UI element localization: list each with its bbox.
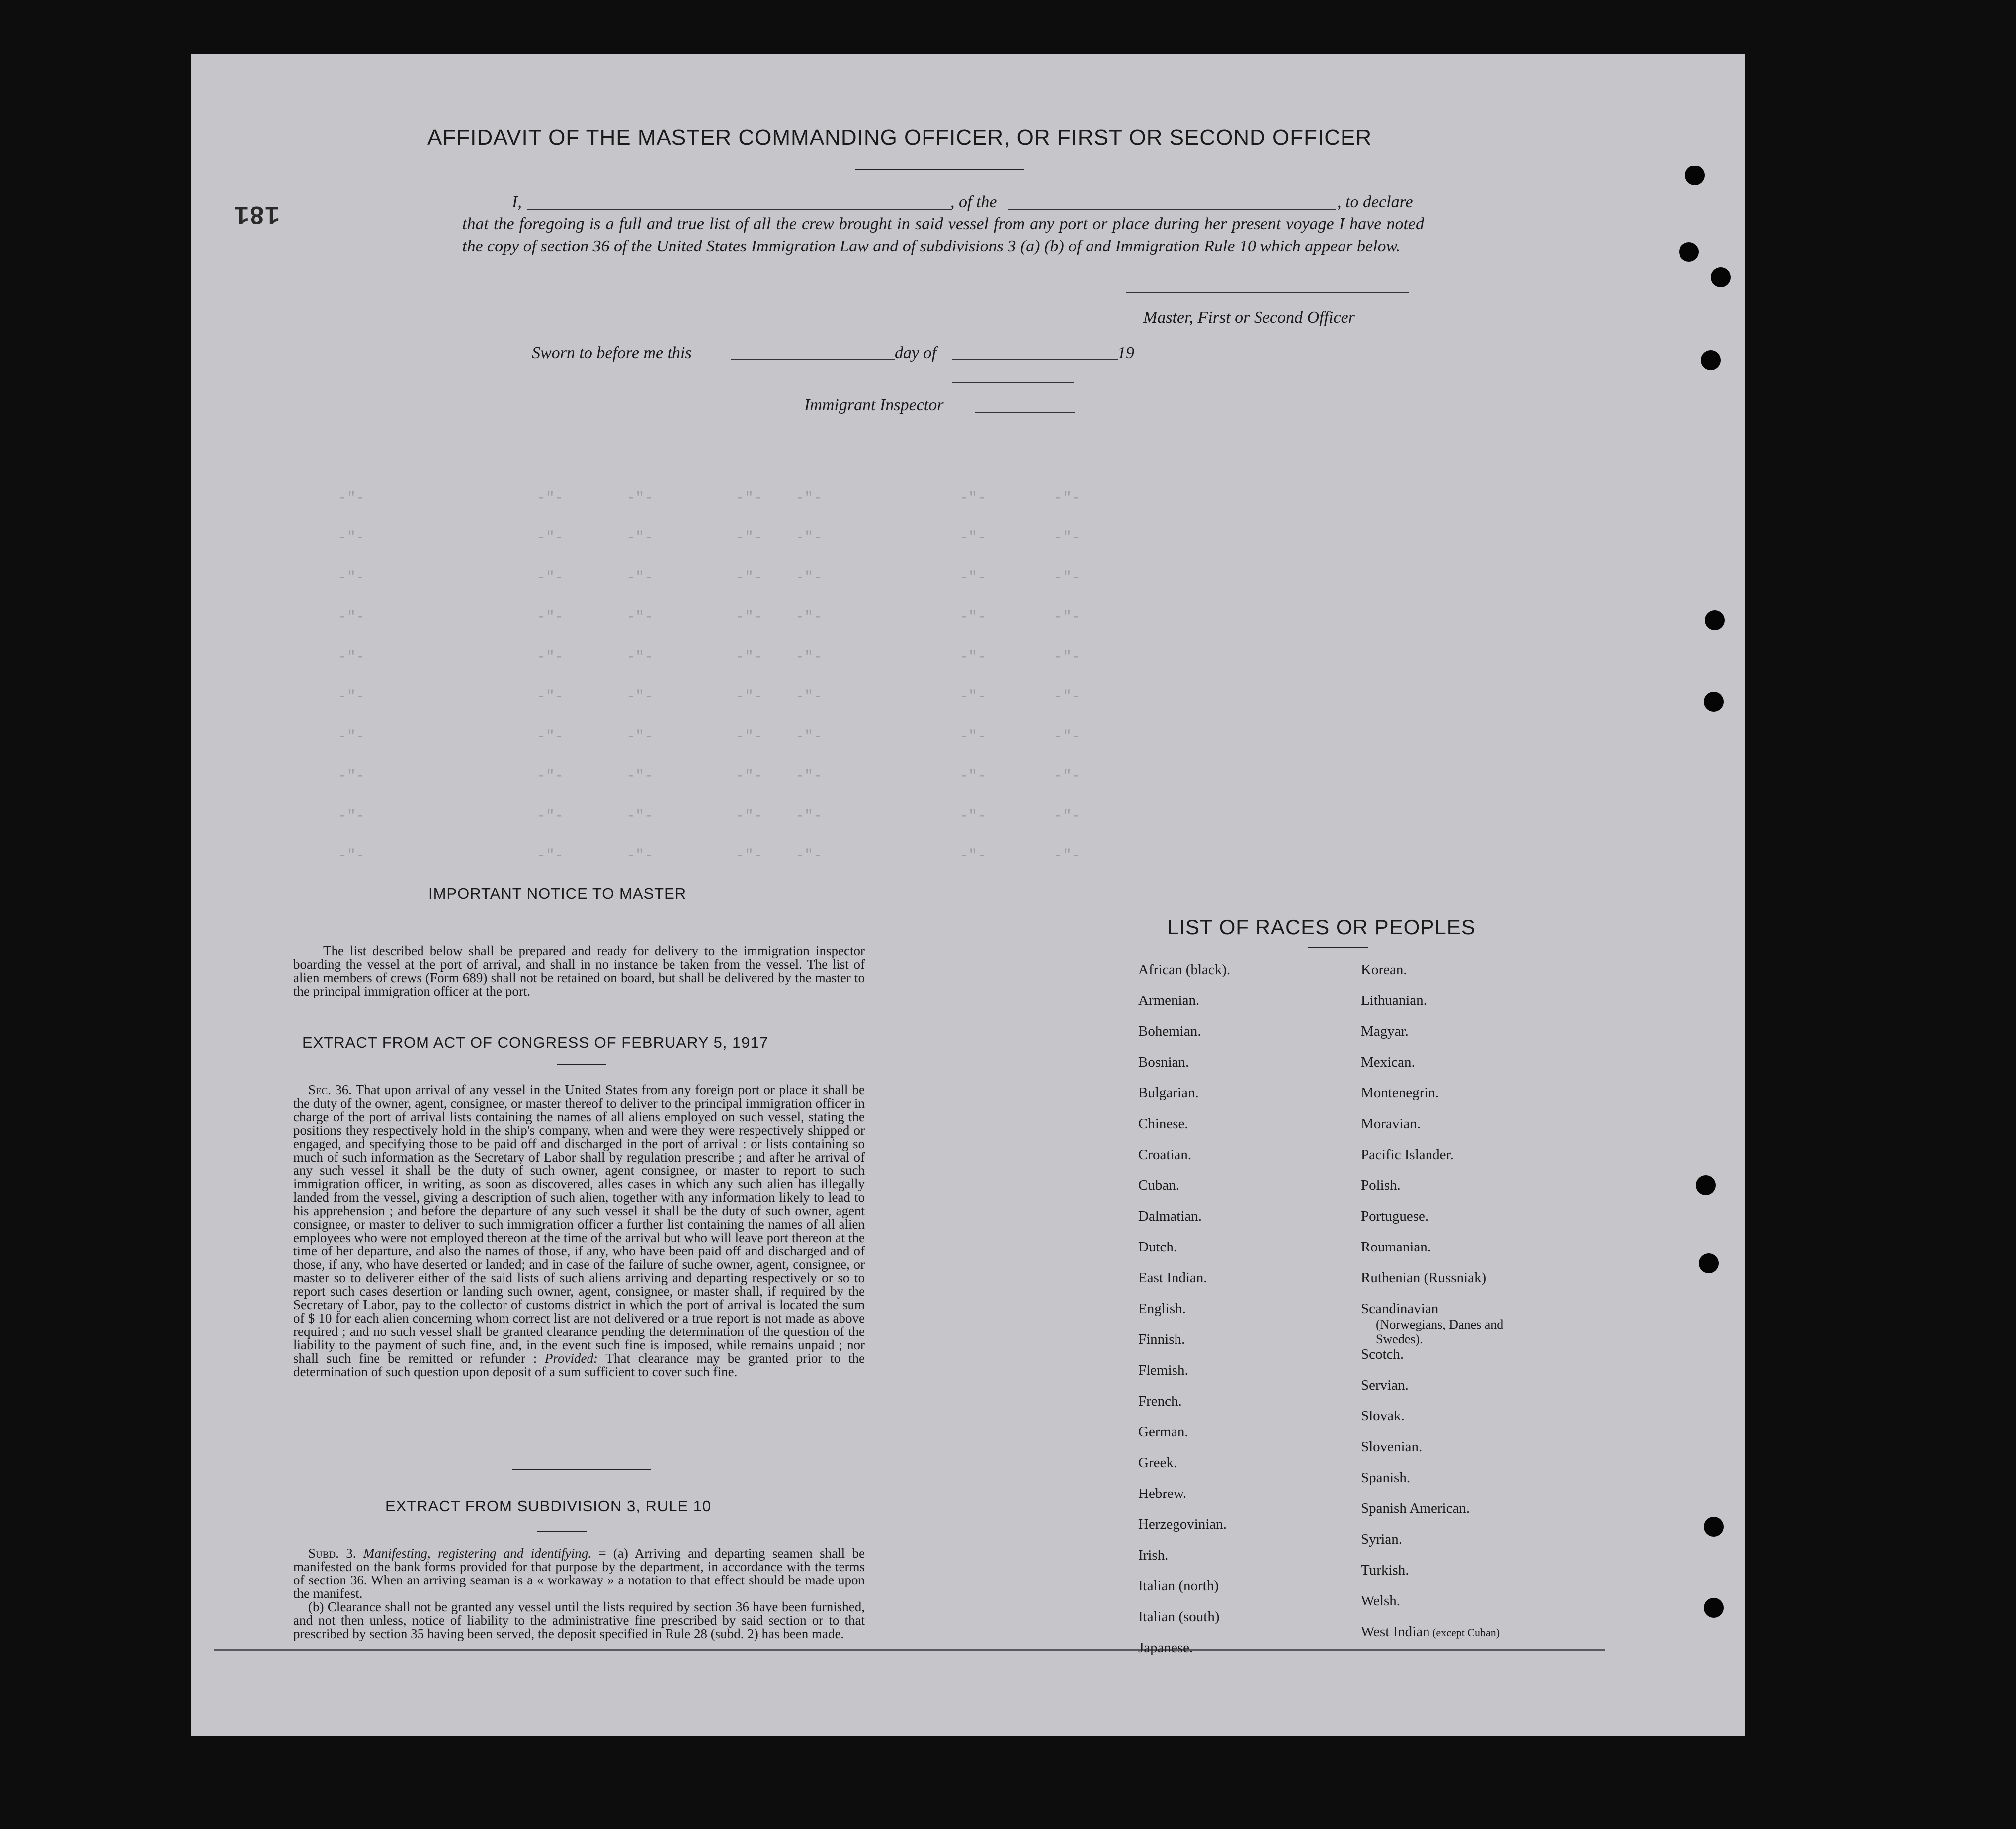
ditto-mark: -"- xyxy=(736,768,763,785)
extract-rule-title: EXTRACT FROM SUBDIVISION 3, RULE 10 xyxy=(385,1497,712,1515)
provided-label: Provided: xyxy=(545,1351,598,1366)
section-divider xyxy=(512,1469,651,1470)
inspector-label: Immigrant Inspector xyxy=(804,396,944,414)
punch-hole xyxy=(1704,692,1724,712)
race-item xyxy=(1361,1624,1500,1640)
ditto-mark: -"- xyxy=(1054,768,1081,785)
race-item: Flemish. xyxy=(1138,1362,1188,1378)
race-item xyxy=(1361,1085,1439,1101)
race-item: Bohemian. xyxy=(1138,1023,1201,1039)
race-item xyxy=(1361,1116,1421,1132)
race-name: Spanish. xyxy=(1361,1470,1411,1486)
para-a: = (a) Arriving and departing seamen shall be manifested on the bank forms provided for that purpose by the department, in accordance with the terms of section 36. When an arriving seaman is a « workaway » a notation to that effect should be made upon the manifest. xyxy=(293,1546,865,1601)
ditto-mark: -"- xyxy=(736,529,763,546)
provided-text: That clearance may be granted prior to the determination of such question upon deposit of a sum sufficient to cover such fine. xyxy=(293,1351,865,1379)
punch-hole xyxy=(1679,242,1699,262)
ditto-mark: -"- xyxy=(626,688,654,705)
ditto-mark: -"- xyxy=(959,688,987,705)
race-name: Portuguese. xyxy=(1361,1208,1429,1224)
affidavit-declaration-line xyxy=(512,193,522,212)
signature-blank xyxy=(1126,292,1409,293)
ditto-mark: -"- xyxy=(626,490,654,506)
ditto-mark: -"- xyxy=(959,847,987,864)
sworn-divider xyxy=(952,382,1074,383)
ditto-mark: -"- xyxy=(1054,649,1081,665)
race-item xyxy=(1361,1177,1401,1194)
race-name: Moravian. xyxy=(1361,1116,1421,1132)
ditto-mark: -"- xyxy=(795,609,823,626)
race-name: Korean. xyxy=(1361,962,1407,978)
ditto-mark: -"- xyxy=(537,490,564,506)
ditto-mark: -"- xyxy=(795,847,823,864)
race-item: Armenian. xyxy=(1138,993,1200,1008)
extract-rule-body xyxy=(293,1547,865,1641)
ditto-mark: -"- xyxy=(1054,688,1081,705)
punch-hole xyxy=(1701,350,1721,370)
race-item xyxy=(1361,1147,1454,1163)
ditto-mark: -"- xyxy=(959,808,987,825)
race-item xyxy=(1361,1054,1415,1071)
sec-label: Sec. 36. xyxy=(308,1082,352,1097)
race-item: Cuban. xyxy=(1138,1177,1179,1193)
notice-title: IMPORTANT NOTICE TO MASTER xyxy=(428,885,687,902)
race-item xyxy=(1361,1301,1535,1347)
ditto-mark: -"- xyxy=(537,768,564,785)
extract-act-underline xyxy=(557,1064,606,1065)
race-name: Scandinavian xyxy=(1361,1301,1439,1317)
ditto-mark: -"- xyxy=(959,529,987,546)
race-item xyxy=(1361,1208,1428,1225)
ditto-mark: -"- xyxy=(736,728,763,745)
race-item: Bosnian. xyxy=(1138,1054,1189,1070)
ditto-mark: -"- xyxy=(338,529,365,546)
race-item xyxy=(1361,1270,1486,1286)
ditto-mark: -"- xyxy=(795,529,823,546)
ditto-mark: -"- xyxy=(338,728,365,745)
race-item xyxy=(1361,1408,1405,1424)
ditto-mark: -"- xyxy=(795,490,823,506)
ditto-mark: -"- xyxy=(736,490,763,506)
ditto-mark: -"- xyxy=(338,569,365,586)
race-item xyxy=(1361,1023,1409,1040)
ditto-mark: -"- xyxy=(795,569,823,586)
ditto-mark: -"- xyxy=(338,490,365,506)
race-name: Servian. xyxy=(1361,1377,1409,1393)
ditto-mark: -"- xyxy=(338,649,365,665)
extract-act-body xyxy=(293,1083,865,1379)
sworn-year: 19 xyxy=(1117,344,1134,362)
vessel-blank xyxy=(1008,209,1336,210)
ditto-mark: -"- xyxy=(338,768,365,785)
inspector-blank xyxy=(975,412,1075,413)
race-item: African (black). xyxy=(1138,962,1231,978)
ditto-mark: -"- xyxy=(736,609,763,626)
race-item: Greek. xyxy=(1138,1455,1177,1471)
ditto-mark: -"- xyxy=(959,569,987,586)
race-item: Chinese. xyxy=(1138,1116,1188,1132)
race-item xyxy=(1361,993,1427,1009)
race-item: Dutch. xyxy=(1138,1239,1177,1255)
document-page xyxy=(191,54,1745,1736)
ditto-mark: -"- xyxy=(736,847,763,864)
extract-act-title: EXTRACT FROM ACT OF CONGRESS OF FEBRUARY 5, 1917 xyxy=(302,1034,769,1051)
ditto-mark: -"- xyxy=(338,688,365,705)
ditto-mark: -"- xyxy=(795,808,823,825)
subd-title: Manifesting, registering and identifying. xyxy=(363,1546,591,1561)
ditto-mark: -"- xyxy=(736,688,763,705)
races-underline xyxy=(1308,947,1368,948)
sworn-month-blank xyxy=(952,359,1118,360)
race-item xyxy=(1361,962,1407,978)
race-name: Magyar. xyxy=(1361,1023,1409,1039)
ditto-mark: -"- xyxy=(1054,728,1081,745)
ditto-mark: -"- xyxy=(338,808,365,825)
race-name: Welsh. xyxy=(1361,1593,1401,1609)
punch-hole xyxy=(1704,1598,1724,1618)
ditto-mark: -"- xyxy=(626,609,654,626)
punch-hole xyxy=(1699,1253,1719,1273)
race-name: Pacific Islander. xyxy=(1361,1147,1454,1163)
race-name: Ruthenian (Russniak) xyxy=(1361,1270,1487,1286)
notice-body: The list described below shall be prepared and ready for delivery to the immigration inspector boarding the vessel at the port of arrival, and shall in no instance be taken from the vessel. The list of alien members of crews (Form 689) shall not be retained on board, but shall be delivered by the master to the principal immigration officer at the port. xyxy=(293,943,865,998)
race-item: Finnish. xyxy=(1138,1331,1185,1347)
race-name: Polish. xyxy=(1361,1177,1401,1193)
race-item xyxy=(1361,1562,1409,1579)
race-item xyxy=(1361,1239,1431,1255)
ditto-mark: -"- xyxy=(795,728,823,745)
race-item xyxy=(1361,1377,1409,1394)
ditto-mark: -"- xyxy=(959,649,987,665)
race-item xyxy=(1361,1500,1470,1517)
ditto-mark: -"- xyxy=(537,728,564,745)
race-item: Dalmatian. xyxy=(1138,1208,1202,1224)
ditto-mark: -"- xyxy=(736,649,763,665)
ditto-mark: -"- xyxy=(959,609,987,626)
ditto-mark: -"- xyxy=(1054,490,1081,506)
ditto-mark: -"- xyxy=(537,808,564,825)
ditto-mark: -"- xyxy=(795,688,823,705)
race-name: Montenegrin. xyxy=(1361,1085,1439,1101)
race-name: Turkish. xyxy=(1361,1562,1409,1578)
ditto-mark: -"- xyxy=(795,768,823,785)
ditto-mark: -"- xyxy=(626,649,654,665)
punch-hole xyxy=(1711,267,1731,287)
para-b: (b) Clearance shall not be granted any vessel until the lists required by section 36 have been furnished, and not then unless, notice of liability to the administrative fine prescribed by said section or to that prescribed by section 35 having been served, the deposit specified in Rule 28 (subd. 2) has been made. xyxy=(293,1599,865,1641)
sec-text: That upon arrival of any vessel in the United States from any foreign port or place it shall be the duty of the owner, agent, consignee, or master thereof to deliver to the principal immigration officer in charge of the port of arrival lists containing the names of all aliens employed on such vessel, stating the positions they respectively hold in the ship's company, when and were they were respectively shipped or engaged, and specifying those to be paid off and discharged in the port of arrival : or lists containing so much of such information as the Secretary of Labor shall by regulation prescribe ; and after he arrival of any such vessel it shall be the duty of such owner, agent consignee, or master to report to such immigration officer, in writing, as soon as discovered, alles cases in which any such alien has illegally landed from the vessel, giving a description of such alien, together with any information likely to lead to his apprehension ; and before the departure of any such vessel it shall be the duty of such owner, agent consignee, or master to deliver to such immigration officer a further list containing the names of all alien employees who were not employed thereon at the time of the arrival but who will leave port thereon at the time of her departure, and also the names of those, if any, who have been paid off and discharged and of those, if any, who have deserted or landed; and in case of the failure of suche owner, agent, consignee, or master so to deliverer either of the said lists of such aliens arriving and departing respectively or so to report such cases desertion or landing such owner, agent, consignee, or master shall, if required by the Secretary of Labor, pay to the collector of customs district in which the port of arrival is located the sum of $ 10 for each alien concerning whom correct list are not delivered or a true report is not made as above required ; and no such vessel shall be granted clearance pending the determination of the question of the liability to the payment of such fine, and, in the event such fine is imposed, while remains unpaid ; nor shall such fine be remitted or refunder : xyxy=(293,1082,865,1366)
ditto-mark: -"- xyxy=(537,688,564,705)
ditto-mark: -"- xyxy=(1054,847,1081,864)
race-name: Slovenian. xyxy=(1361,1439,1423,1455)
ditto-mark: -"- xyxy=(537,649,564,665)
race-item: Japanese. xyxy=(1138,1640,1193,1656)
race-name: West Indian xyxy=(1361,1624,1430,1640)
ditto-mark: -"- xyxy=(537,569,564,586)
race-item: East Indian. xyxy=(1138,1270,1207,1286)
race-name: Spanish American. xyxy=(1361,1500,1470,1516)
extract-rule-underline xyxy=(537,1531,587,1532)
ditto-mark: -"- xyxy=(1054,569,1081,586)
ditto-mark: -"- xyxy=(1054,529,1081,546)
race-note: (Norwegians, Danes and Swedes). xyxy=(1376,1317,1504,1346)
title-underline xyxy=(855,169,1024,170)
declaration-of-the: , of the xyxy=(950,193,997,211)
race-item: French. xyxy=(1138,1393,1182,1409)
race-item: German. xyxy=(1138,1424,1188,1440)
race-name: Lithuanian. xyxy=(1361,993,1427,1008)
race-item xyxy=(1361,1470,1410,1486)
affidavit-title: AFFIDAVIT OF THE MASTER COMMANDING OFFICER, OR FIRST OR SECOND OFFICER xyxy=(427,125,1372,150)
ditto-mark: -"- xyxy=(338,847,365,864)
race-item xyxy=(1361,1593,1400,1609)
ditto-mark: -"- xyxy=(626,768,654,785)
punch-hole xyxy=(1704,1517,1724,1537)
race-name: Slovak. xyxy=(1361,1408,1405,1424)
declaration-to-declare: , to declare xyxy=(1337,193,1413,211)
races-title: LIST OF RACES OR PEOPLES xyxy=(1167,915,1476,939)
race-item: English. xyxy=(1138,1301,1186,1317)
race-item: Bulgarian. xyxy=(1138,1085,1199,1101)
race-item: Herzegovinian. xyxy=(1138,1516,1227,1532)
signature-label: Master, First or Second Officer xyxy=(1143,308,1355,327)
ditto-mark: -"- xyxy=(626,808,654,825)
bleed-through-rule xyxy=(214,1649,1605,1651)
race-item: Italian (south) xyxy=(1138,1609,1220,1625)
page-number: 181 xyxy=(234,199,280,228)
ditto-mark: -"- xyxy=(736,569,763,586)
race-name: Mexican. xyxy=(1361,1054,1415,1070)
race-item xyxy=(1361,1346,1404,1363)
race-name: Roumanian. xyxy=(1361,1239,1431,1255)
race-name: Scotch. xyxy=(1361,1346,1404,1362)
sworn-day-of: day of xyxy=(895,344,937,362)
ditto-mark: -"- xyxy=(626,569,654,586)
ditto-mark: -"- xyxy=(537,529,564,546)
ditto-mark: -"- xyxy=(959,490,987,506)
declaration-i: I, xyxy=(512,193,522,211)
ditto-mark: -"- xyxy=(626,728,654,745)
race-name: Syrian. xyxy=(1361,1531,1402,1547)
sworn-label: Sworn to before me this xyxy=(532,344,692,362)
race-item: Irish. xyxy=(1138,1547,1169,1563)
ditto-mark: -"- xyxy=(537,847,564,864)
race-item xyxy=(1361,1531,1402,1548)
race-item xyxy=(1361,1439,1422,1455)
punch-hole xyxy=(1696,1175,1716,1195)
ditto-mark: -"- xyxy=(626,529,654,546)
punch-hole xyxy=(1685,166,1705,185)
ditto-mark: -"- xyxy=(338,609,365,626)
ditto-mark: -"- xyxy=(736,808,763,825)
ditto-mark: -"- xyxy=(959,768,987,785)
race-item: Croatian. xyxy=(1138,1147,1192,1163)
race-note: (except Cuban) xyxy=(1429,1626,1500,1639)
name-blank xyxy=(527,209,952,210)
race-item: Hebrew. xyxy=(1138,1486,1187,1501)
punch-hole xyxy=(1705,610,1725,630)
ditto-mark: -"- xyxy=(795,649,823,665)
ditto-mark: -"- xyxy=(626,847,654,864)
affidavit-body: that the foregoing is a full and true list of all the crew brought in said vessel from any port or place during her present voyage I have noted the copy of section 36 of the United States Immigration Law and of subdivisions 3 (a) (b) of and Immigration Rule 10 which appear below. xyxy=(462,215,1424,255)
ditto-mark: -"- xyxy=(537,609,564,626)
sworn-day-blank xyxy=(731,359,895,360)
race-item: Italian (north) xyxy=(1138,1578,1219,1594)
ditto-mark: -"- xyxy=(1054,808,1081,825)
ditto-mark: -"- xyxy=(959,728,987,745)
subd-label: Subd. 3. xyxy=(308,1546,356,1561)
ditto-mark: -"- xyxy=(1054,609,1081,626)
